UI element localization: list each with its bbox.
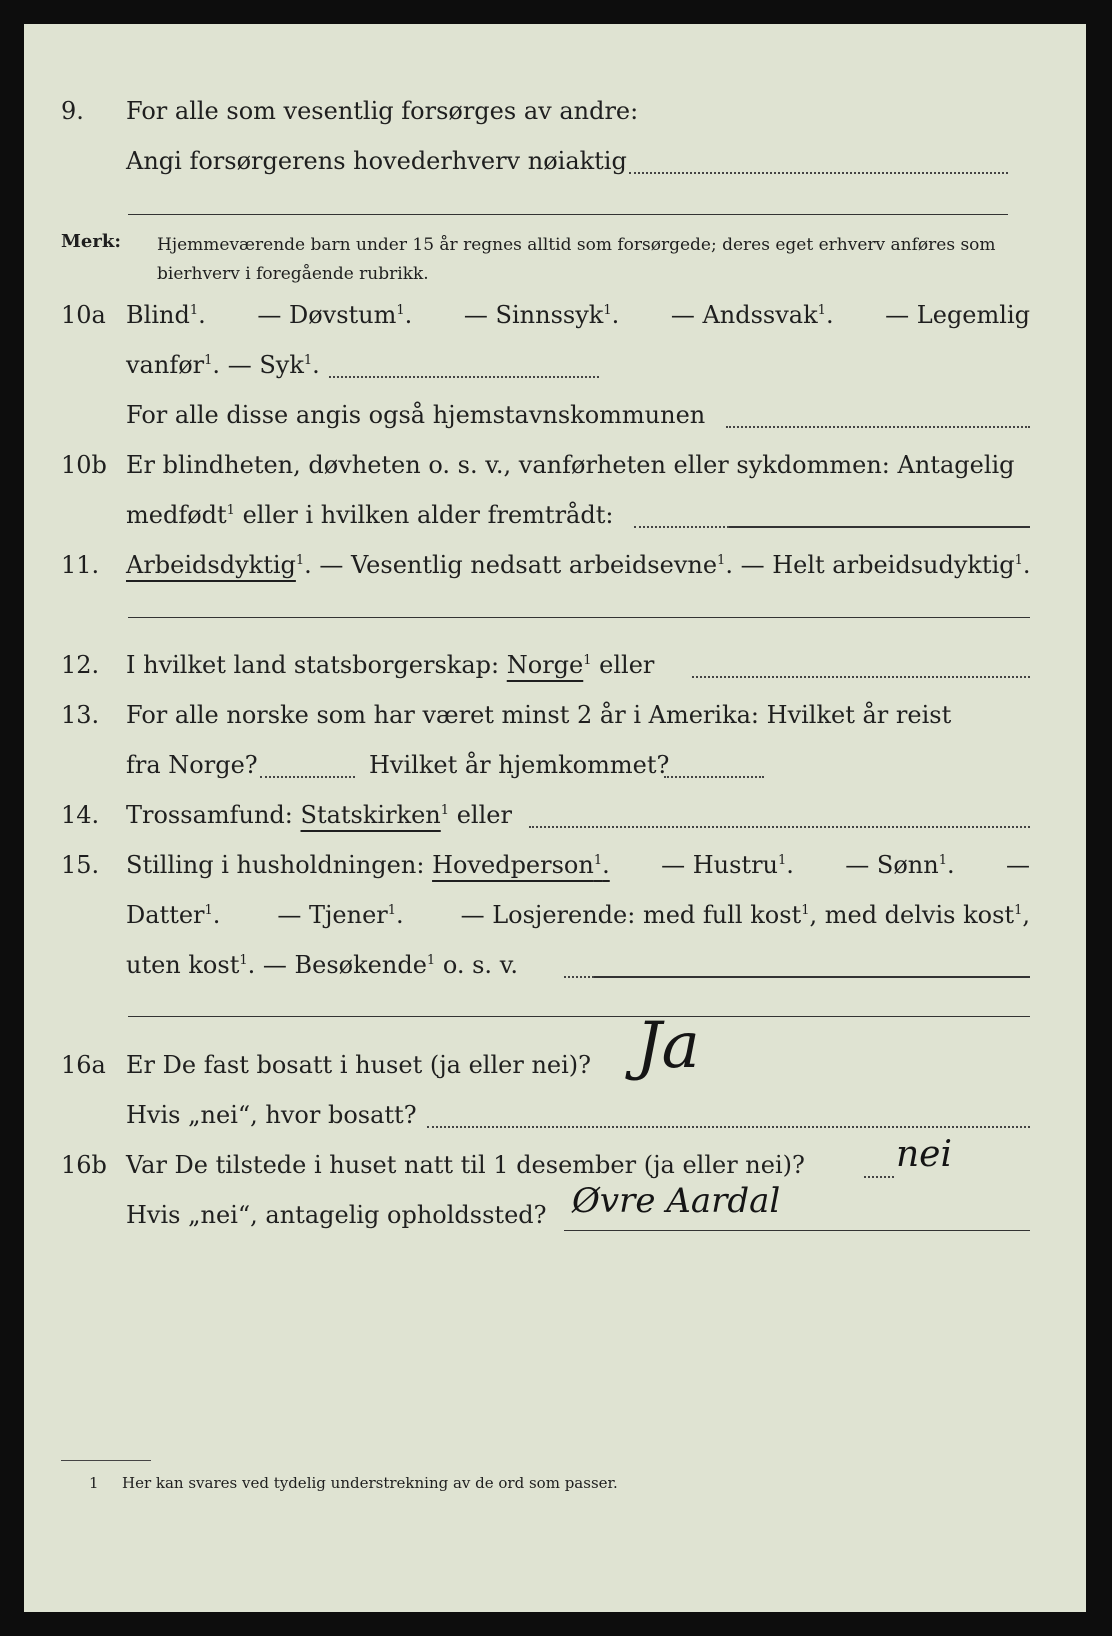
q11-rule <box>128 617 1030 618</box>
q10a-blind: Blind <box>126 301 190 329</box>
q15-line1: Stilling i husholdningen: Hovedperson$^1$. — Hustru$^1$. — Sønn$^1$. — <box>126 851 1030 879</box>
q9-number: 9. <box>61 97 84 125</box>
q15-row2 <box>24 890 1086 940</box>
q10a-number: 10a <box>61 301 106 329</box>
q16b-line2: Hvis „nei“, antagelig opholdssted? <box>126 1201 547 1229</box>
q10a-syk-line[interactable] <box>329 376 599 378</box>
q10a-hjemstavn-line[interactable] <box>726 426 1030 428</box>
q15-line3: uten kost$^1$. — Besøkende$^1$ o. s. v. <box>126 951 519 979</box>
q10b-number: 10b <box>61 451 107 479</box>
q11-line: Arbeidsdyktig$^1$. — Vesentlig nedsatt arbeidsevne$^1$. — Helt arbeidsudyktig$^1$. <box>126 551 1031 579</box>
q14-answer-line[interactable] <box>529 826 1030 828</box>
footnote-rule <box>61 1460 151 1461</box>
q9-answer-line[interactable] <box>629 172 1008 174</box>
q10a-row2 <box>24 340 1086 390</box>
q13-row1 <box>24 690 1086 740</box>
q10a-row3 <box>24 390 1086 440</box>
q10b-answer-line[interactable] <box>729 526 1030 528</box>
merk-label: Merk: <box>61 231 121 252</box>
q16a-line2: Hvis „nei“, hvor bosatt? <box>126 1101 417 1129</box>
q15-row3 <box>24 940 1086 990</box>
q16b-row2 <box>24 1190 1086 1240</box>
q9-rule <box>128 214 1008 215</box>
q16b-handwritten-place: Øvre Aardal <box>572 1181 781 1221</box>
q14-number: 14. <box>61 801 100 829</box>
q15-hovedperson: Hovedperson$^1$. <box>432 851 610 879</box>
q16a-handwritten-answer: Ja <box>636 1009 700 1083</box>
q12-number: 12. <box>61 651 100 679</box>
q16b-dots[interactable] <box>864 1176 894 1178</box>
q16b-answer-line[interactable] <box>564 1230 1030 1231</box>
q9-line2: Angi forsørgerens hovederhverv nøiaktig <box>126 147 627 175</box>
q10b-row1 <box>24 440 1086 490</box>
q10a-line3: For alle disse angis også hjemstavnskommunen <box>126 401 706 429</box>
q13-line2a: fra Norge? <box>126 751 258 779</box>
q14-line: Trossamfund: Statskirken$^1$ eller <box>126 801 512 829</box>
q12-norge: Norge <box>506 651 584 679</box>
q15-rule <box>128 1016 1030 1017</box>
q11-number: 11. <box>61 551 100 579</box>
q10a-line1: Blind$^1$. — Døvstum$^1$. — Sinnssyk$^1$. — Andssvak$^1$. — Legemlig <box>126 290 1030 340</box>
q9-row2 <box>24 136 1086 186</box>
footnote-text: Her kan svares ved tydelig understrekning av de ord som passer. <box>122 1474 618 1492</box>
q16a-answer-line[interactable] <box>427 1126 1030 1128</box>
q15-dots[interactable] <box>564 976 594 978</box>
q12-line: I hvilket land statsborgerskap: Norge$^1$ eller <box>126 651 655 679</box>
q13-line2b: Hvilket år hjemkommet? <box>369 751 670 779</box>
q16b-handwritten-answer: nei <box>896 1134 953 1175</box>
q13-number: 13. <box>61 701 100 729</box>
q16a-row1 <box>24 1040 1086 1090</box>
q16b-line1: Var De tilstede i huset natt til 1 desember (ja eller nei)? <box>126 1151 805 1179</box>
q10b-line2: medfødt$^1$ eller i hvilken alder fremtrådt: <box>126 501 614 529</box>
q11-arbeidsdyktig: Arbeidsdyktig <box>126 551 296 579</box>
q10b-dots[interactable] <box>634 526 729 528</box>
q13-line1: For alle norske som har været minst 2 år i Amerika: Hvilket år reist <box>126 701 952 729</box>
q10a-dovstum: — Døvstum <box>257 301 397 329</box>
q11-row <box>24 540 1086 590</box>
merk-text: Hjemmeværende barn under 15 år regnes alltid som forsørgede; deres eget erhverv anføres som bierhverv i foregående rubrikk. <box>157 235 996 284</box>
q13-row2 <box>24 740 1086 790</box>
q10a-line2: vanfør$^1$. — Syk$^1$. <box>126 351 320 379</box>
q15-line2: Datter$^1$. — Tjener$^1$. — Losjerende: med full kost$^1$, med delvis kost$^1$, <box>126 901 1030 929</box>
q13-hjemkommet-line[interactable] <box>664 776 764 778</box>
q10a-sinnssyk: — Sinnssyk <box>463 301 604 329</box>
q10b-line1: Er blindheten, døvheten o. s. v., vanførheten eller sykdommen: Antagelig <box>126 451 1015 479</box>
q16a-line1: Er De fast bosatt i huset (ja eller nei)? <box>126 1051 592 1079</box>
q15-row1 <box>24 840 1086 890</box>
q12-row <box>24 640 1086 690</box>
q16b-number: 16b <box>61 1151 107 1179</box>
q9-line1: For alle som vesentlig forsørges av andre: <box>126 97 639 125</box>
q14-row <box>24 790 1086 840</box>
q10a-andssvak: — Andssvak <box>670 301 818 329</box>
q10a-row1 <box>24 290 1086 340</box>
q9-row <box>24 86 1086 136</box>
census-form-page <box>24 24 1086 1612</box>
q13-reist-line[interactable] <box>260 776 355 778</box>
q12-answer-line[interactable] <box>692 676 1030 678</box>
q10b-row2 <box>24 490 1086 540</box>
q14-statskirken: Statskirken <box>300 801 441 829</box>
q16a-number: 16a <box>61 1051 106 1079</box>
q10a-legemlig: — Legemlig <box>885 301 1030 329</box>
q15-number: 15. <box>61 851 100 879</box>
footnote-mark: 1 <box>89 1474 99 1492</box>
q15-answer-line[interactable] <box>594 976 1030 978</box>
